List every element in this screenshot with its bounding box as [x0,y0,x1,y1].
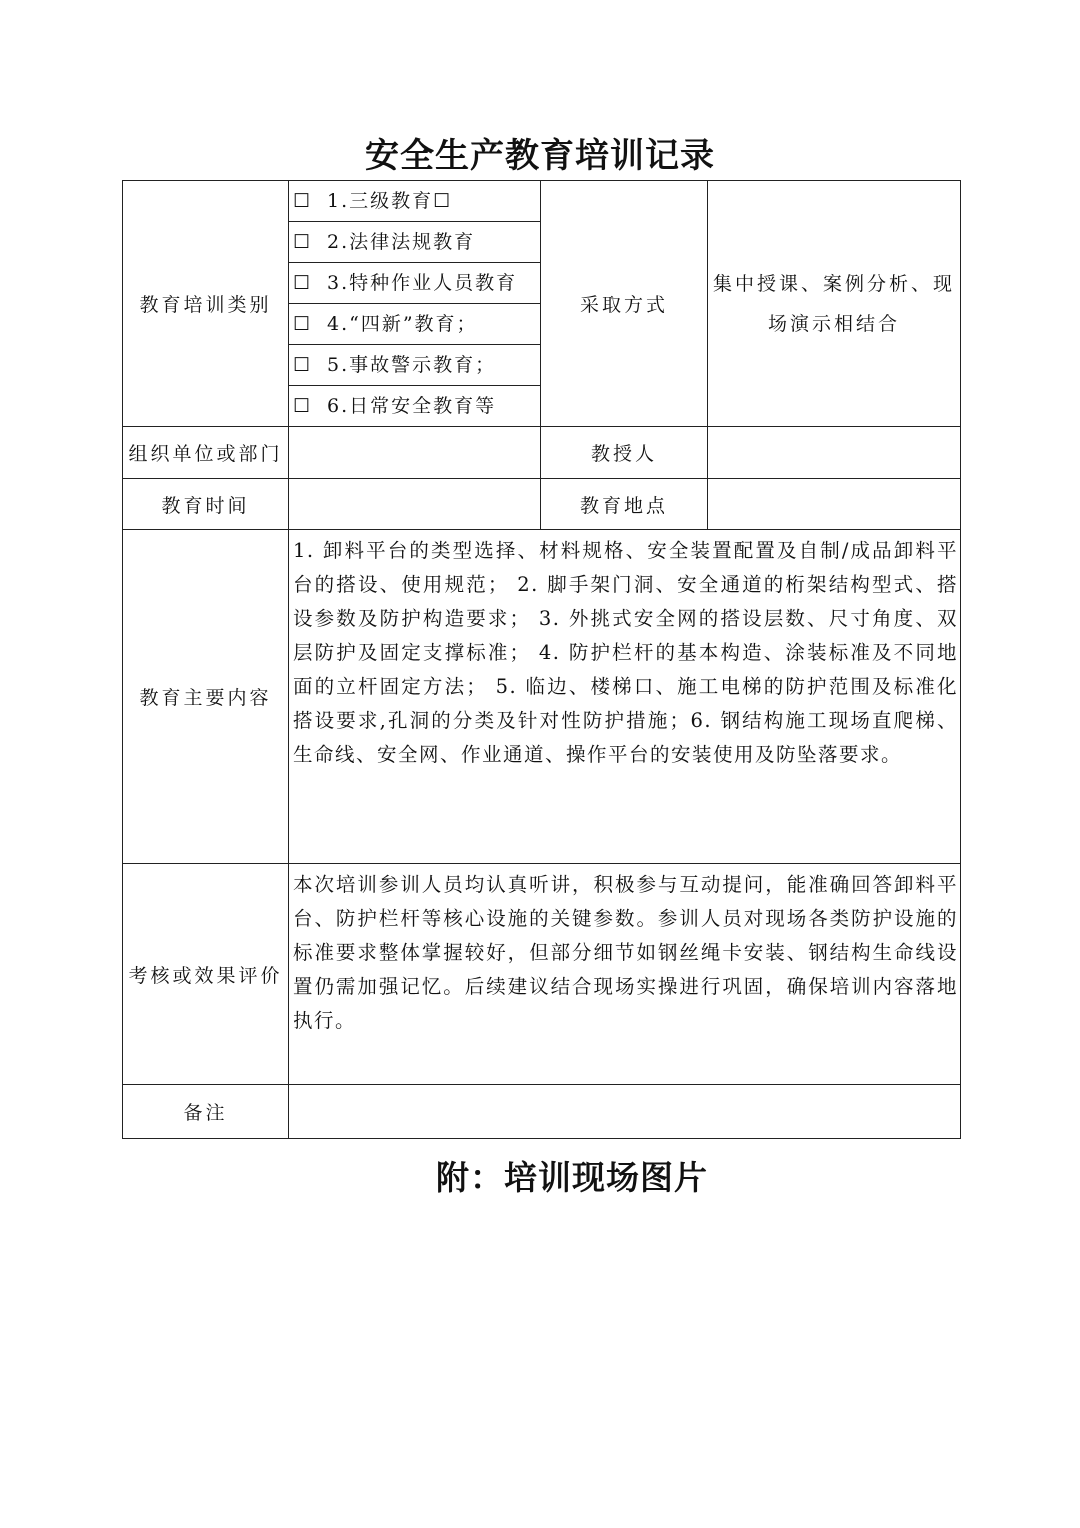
training-record-table [122,180,961,1139]
org-label: 组织单位或部门 [123,427,289,479]
time-value[interactable] [289,479,541,530]
category-option[interactable] [289,181,540,222]
category-label: 教育培训类别 [123,181,289,427]
remarks-value[interactable] [289,1085,961,1139]
time-label: 教育时间 [123,479,289,530]
category-option[interactable] [289,263,540,304]
category-option-label: 1.三级教育☐ [327,190,453,212]
location-label: 教育地点 [541,479,708,530]
category-option[interactable] [289,386,540,426]
instructor-label: 教授人 [541,427,708,479]
attachment-title: 附：培训现场图片 [436,1158,708,1197]
content-value[interactable]: 1. 卸料平台的类型选择、材料规格、安全装置配置及自制/成品卸料平台的搭设、使用规范； 2. 脚手架门洞、安全通道的桁架结构型式、搭设参数及防护构造要求； 3. 外挑式安全网的搭设层数、尺寸角度、双层防护及固定支撑标准； 4. 防护栏杆的基本构造、涂装标准及不同地面的立杆固定方法； 5. 临边、楼梯口、施工电梯的防护范围及标准化搭设要求,孔洞的分类及针对性防护措施；6. 钢结构施工现场直爬梯、生命线、安全网、作业通道、操作平台的安装使用及防坠落要求。 [289,530,961,864]
checkbox-icon[interactable]: ☐ [293,354,313,376]
checkbox-icon[interactable]: ☐ [293,272,313,294]
location-value[interactable] [708,479,961,530]
checkbox-icon[interactable]: ☐ [293,395,313,417]
category-option[interactable] [289,304,540,345]
method-label: 采取方式 [541,181,708,427]
category-option-label: 3.特种作业人员教育 [327,272,518,294]
evaluation-label: 考核或效果评价 [123,864,289,1085]
category-option-label: 5.事故警示教育； [327,354,497,376]
category-option-label: 6.日常安全教育等 [327,395,497,417]
category-option[interactable] [289,222,540,263]
content-label: 教育主要内容 [123,530,289,864]
category-option[interactable] [289,345,540,386]
method-value[interactable]: 集中授课、案例分析、现场演示相结合 [708,181,961,427]
page-title: 安全生产教育培训记录 [365,136,715,176]
instructor-value[interactable] [708,427,961,479]
checkbox-icon[interactable]: ☐ [293,313,313,335]
org-value[interactable] [289,427,541,479]
evaluation-value[interactable]: 本次培训参训人员均认真听讲，积极参与互动提问，能准确回答卸料平台、防护栏杆等核心设施的关键参数。参训人员对现场各类防护设施的标准要求整体掌握较好，但部分细节如钢丝绳卡安装、钢结构生命线设置仍需加强记忆。后续建议结合现场实操进行巩固，确保培训内容落地执行。 [289,864,961,1085]
category-options [289,181,541,427]
category-option-label: 4.“四新”教育； [327,313,478,335]
remarks-label: 备注 [123,1085,289,1139]
category-option-label: 2.法律法规教育 [327,231,476,253]
checkbox-icon[interactable]: ☐ [293,190,313,212]
checkbox-icon[interactable]: ☐ [293,231,313,253]
